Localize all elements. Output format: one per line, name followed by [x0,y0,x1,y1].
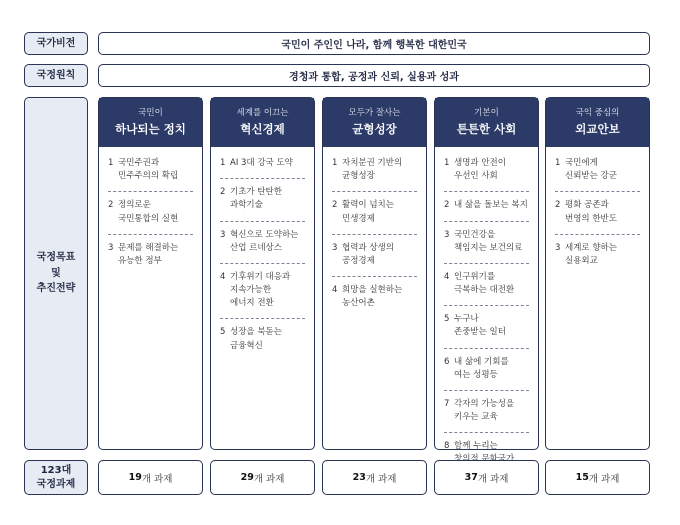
task-count-suffix: 개 과제 [141,473,173,485]
tasks-label [24,460,88,495]
vision-label: 국가비전 [24,32,88,55]
strategy-item [108,147,193,192]
strategy-number: 6 [444,356,450,367]
strategy-item [108,192,193,234]
strategy-item [555,147,640,192]
strategy-text: 세계로 향하는 실용외교 [565,242,617,266]
goal-title: 튼튼한 사회 [456,122,517,137]
goal-column-5 [545,97,650,450]
goal-column-1 [98,97,203,450]
strategy-number: 5 [444,314,450,325]
strategy-number: 2 [220,187,226,198]
principles-text: 경청과 통합, 공정과 신뢰, 실용과 성과 [98,64,650,87]
strategy-item [332,235,417,277]
task-count-suffix: 개 과제 [477,473,509,485]
task-count-number: 23 [352,472,366,483]
goal-column-header [435,98,538,147]
strategy-item [220,179,305,221]
goal-title: 균형성장 [352,122,397,137]
strategy-item [220,147,305,179]
strategy-item [444,264,529,306]
strategy-number: 7 [444,398,450,409]
strategy-number: 1 [108,158,114,168]
task-count-4 [434,460,539,495]
strategy-item [444,222,529,264]
task-count-suffix: 개 과제 [253,473,285,485]
strategy-number: 1 [332,158,338,168]
strategy-text: 평화 공존과 번영의 한반도 [565,200,617,224]
strategy-item [444,147,529,192]
strategy-item [332,192,417,234]
strategy-item [444,192,529,221]
strategy-text: 정의로운 국민통합의 실현 [118,200,179,224]
strategy-text: 생명과 안전이 우선인 사회 [454,158,506,182]
strategy-number: 1 [220,158,226,168]
goal-column-3 [322,97,427,450]
strategy-text: 활력이 넘치는 민생경제 [342,200,394,224]
goals-label-line2: 및 [51,267,61,279]
strategy-number: 2 [444,200,450,211]
strategy-number: 3 [555,242,561,253]
task-count-3 [322,460,427,495]
goal-column-header [99,98,202,147]
strategy-list [99,147,202,276]
goal-subtitle: 국민이 [138,107,163,118]
goals-label-line1: 국정목표 [36,252,76,264]
strategy-text: 성장을 북돋는 금융혁신 [230,327,282,351]
strategy-text: 기후위기 대응과 지속가능한 에너지 전환 [230,271,291,309]
strategy-text: 내 삶에 기회를 여는 성평등 [454,356,509,380]
principles-label: 국정원칙 [24,64,88,87]
strategy-item [555,235,640,276]
strategy-item [444,349,529,391]
strategy-number: 3 [444,229,450,240]
goal-title: 외교안보 [575,122,620,137]
task-count-suffix: 개 과제 [365,473,397,485]
goal-subtitle: 기본이 [474,107,499,118]
strategy-item [444,306,529,348]
task-count-number: 29 [240,472,254,483]
goals-label [24,97,88,450]
strategy-number: 8 [444,441,450,452]
strategy-list [435,147,538,475]
task-count-number: 19 [128,472,142,483]
strategy-number: 4 [220,271,226,282]
strategy-number: 2 [108,200,114,211]
strategy-text: 누구나 존중받는 일터 [454,314,506,338]
strategy-number: 2 [332,200,338,211]
strategy-number: 1 [555,158,561,168]
strategy-item [108,235,193,276]
strategy-text: 혁신으로 도약하는 산업 르네상스 [230,229,299,253]
strategy-text: 국민에게 신뢰받는 강군 [565,158,617,182]
goal-column-4 [434,97,539,450]
strategy-text: 기초가 탄탄한 과학기술 [230,187,282,211]
task-count-number: 15 [575,472,589,483]
strategy-number: 5 [220,327,226,338]
strategy-number: 3 [108,242,114,253]
goal-subtitle: 세계를 이끄는 [236,107,289,118]
strategy-text: 국민건강을 책임지는 보건의료 [454,229,523,253]
tasks-label-line2: 국정과제 [36,478,76,490]
task-count-2 [210,460,315,495]
strategy-number: 2 [555,200,561,211]
tasks-label-line1: 123대 [40,465,72,476]
goal-column-header [211,98,314,147]
strategy-text: 함께 누리는 [454,441,498,452]
goal-subtitle: 모두가 잘사는 [348,107,401,118]
task-count-suffix: 개 과제 [588,473,620,485]
task-count-1 [98,460,203,495]
strategy-list [211,147,314,361]
strategy-item [220,222,305,264]
strategy-text: 인구위기를 극복하는 대전환 [454,271,515,296]
strategy-text: 내 삶을 돌보는 복지 [454,200,528,211]
strategy-text: AI 3대 강국 도약 [230,158,293,168]
strategy-number: 4 [444,271,450,282]
vision-text: 국민이 주인인 나라, 함께 행복한 대한민국 [98,32,650,55]
strategy-text: 문제를 해결하는 유능한 정부 [118,242,179,266]
strategy-item [555,192,640,234]
goal-title: 하나되는 정치 [115,122,186,137]
strategy-number: 3 [332,242,338,253]
strategy-number: 3 [220,229,226,240]
task-count-5 [545,460,650,495]
strategy-text: 희망을 실현하는 농산어촌 [342,285,403,309]
strategy-text: 협력과 상생의 공정경제 [342,242,394,266]
strategy-list [546,147,649,276]
strategy-item [220,264,305,320]
strategy-text: 각자의 가능성을 키우는 교육 [454,398,515,423]
strategy-item [220,319,305,360]
goals-label-line3: 추진전략 [36,283,76,295]
strategy-number: 1 [444,158,450,168]
goal-column-header [546,98,649,147]
strategy-text: 국민주권과 민주주의의 확립 [118,158,179,182]
strategy-item [332,277,417,318]
strategy-list [323,147,426,318]
task-count-number: 37 [464,472,478,483]
strategy-text: 자치분권 기반의 균형성장 [342,158,403,182]
goal-column-header [323,98,426,147]
goal-column-2 [210,97,315,450]
strategy-item [332,147,417,192]
goal-subtitle: 국익 중심의 [575,107,620,118]
strategy-number: 4 [332,285,338,296]
strategy-item [444,391,529,433]
goal-title: 혁신경제 [240,122,285,137]
